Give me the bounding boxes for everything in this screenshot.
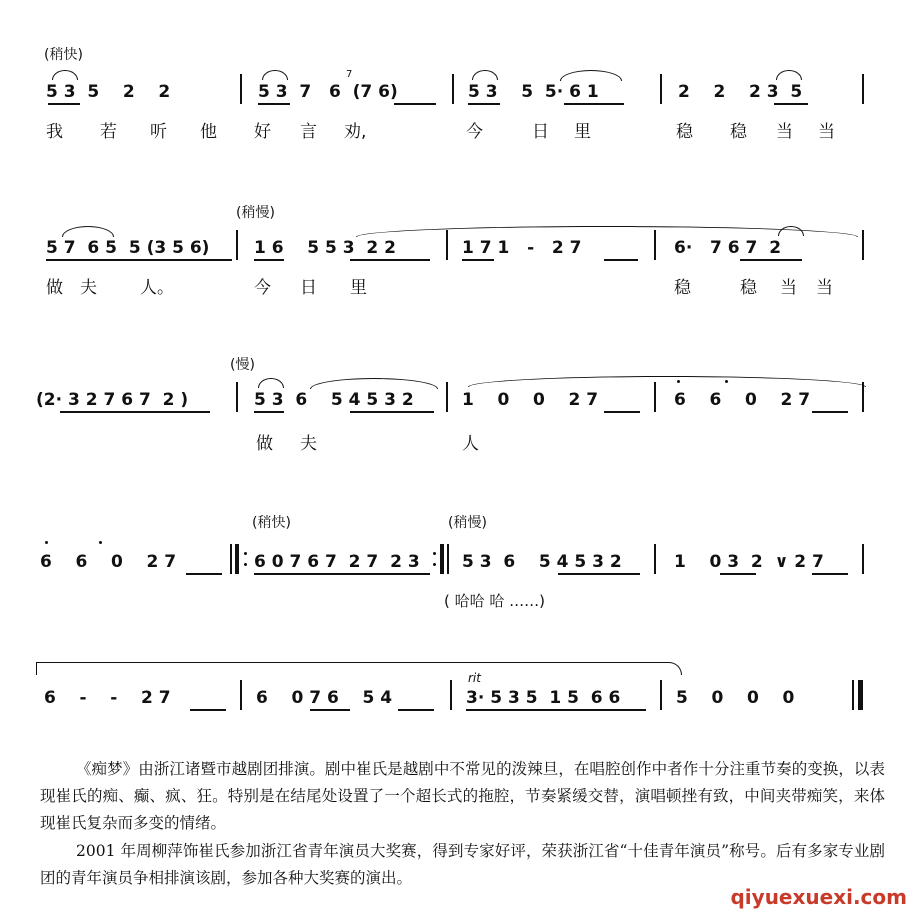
- lyric: 稳: [730, 122, 747, 142]
- grace-note: 7: [346, 69, 353, 80]
- laughter-lyric: ( 哈哈 哈 ……): [444, 592, 546, 610]
- lyric: 稳: [674, 278, 691, 298]
- measure-2-row5: 6 0 7 6 5 4: [256, 688, 393, 708]
- measure-1-row1: 5 3 5 2 2: [46, 82, 171, 102]
- measure-4-row3: 6 6 0 2 7: [674, 390, 811, 410]
- lyric: 当: [780, 278, 797, 298]
- tempo-mark-row2: (稍慢): [236, 205, 275, 221]
- lyric: 若: [100, 122, 117, 142]
- barline: [862, 230, 864, 260]
- lyric: 做: [256, 434, 273, 454]
- underline-beam: [254, 573, 430, 575]
- underline-beam: [60, 411, 210, 413]
- underline-beam: [812, 411, 848, 413]
- measure-4-row4: 1 0 3 2 ∨ 2 7: [674, 552, 824, 572]
- slur: [776, 70, 802, 80]
- barline: [654, 382, 656, 412]
- lyric: 夫: [80, 278, 97, 298]
- barline: [862, 544, 864, 574]
- slur: [62, 226, 114, 237]
- accent-dot: [45, 541, 48, 544]
- measure-4-row5: 5 0 0 0: [676, 688, 795, 708]
- underline-beam: [258, 103, 290, 105]
- lyric: 里: [574, 122, 591, 142]
- description-paragraph-2: 2001 年周柳萍饰崔氏参加浙江省青年演员大奖赛，得到专家好评，荣获浙江省“十佳青年演员”称号。后有多家专业剧团的青年演员争相排演该剧，参加各种大奖赛的演出。: [40, 842, 885, 887]
- barline: [654, 544, 656, 574]
- measure-2-row3: 5 3 6 5 4 5 3 2: [254, 390, 414, 410]
- barline: [450, 680, 452, 710]
- measure-3-row4: 5 3 6 5 4 5 3 2: [462, 552, 622, 572]
- lyric: 稳: [740, 278, 757, 298]
- tempo-mark-row1: (稍快): [44, 47, 83, 63]
- underline-beam: [186, 573, 222, 575]
- lyric: 今: [466, 122, 483, 142]
- long-slur: [468, 376, 866, 387]
- barline: [240, 680, 242, 710]
- lyric: 稳: [676, 122, 693, 142]
- lyric: 我: [46, 122, 63, 142]
- slur: [258, 378, 284, 388]
- lyric: 当: [816, 278, 833, 298]
- measure-2-row1: 5 3 7 6 (7 6): [258, 82, 398, 102]
- measure-3-row3: 1 0 0 2 7: [462, 390, 599, 410]
- slur: [310, 378, 438, 389]
- final-bar-thick: [858, 680, 863, 710]
- measure-1-row5: 6 - - 2 7: [44, 688, 171, 708]
- measure-1-row4: 6 6 0 2 7: [40, 552, 177, 572]
- accent-dot: [725, 380, 728, 383]
- watermark-logo: qiyuexuexi.com: [730, 885, 907, 909]
- lyric: 今: [254, 278, 271, 298]
- measure-4-row1: 2 2 2 3 5: [678, 82, 803, 102]
- barline: [660, 74, 662, 104]
- barline: [452, 74, 454, 104]
- underline-beam: [254, 259, 284, 261]
- lyric: 言: [300, 122, 317, 142]
- lyric: 日: [300, 278, 317, 298]
- tempo-mark-row3: (慢): [230, 357, 255, 373]
- accent-dot: [677, 380, 680, 383]
- final-bar-thin: [852, 680, 854, 710]
- underline-beam: [190, 709, 226, 711]
- barline: [236, 382, 238, 412]
- slur: [262, 70, 288, 80]
- measure-3-row1: 5 3 5 5· 6 1: [468, 82, 599, 102]
- accent-dot: [99, 541, 102, 544]
- lyric: 听: [150, 122, 167, 142]
- lyric: 当: [818, 122, 835, 142]
- underline-beam: [812, 573, 848, 575]
- long-slur: [36, 662, 682, 675]
- underline-beam: [254, 411, 284, 413]
- repeat-end-bar: [447, 544, 449, 574]
- underline-beam: [720, 573, 756, 575]
- lyric: 做: [46, 278, 63, 298]
- underline-beam: [604, 411, 640, 413]
- description-paragraph-1: 《痴梦》由浙江诸暨市越剧团排演。剧中崔氏是越剧中不常见的泼辣旦，在唱腔创作中者作十分注重节奏的变换，以表现崔氏的痴、癫、疯、狂。特别是在结尾处设置了一个超长式的拖腔，节奏紧缓交替，演唱顿挫有致，中间夹带痴笑，来体现崔氏复杂而多变的情绪。: [40, 760, 885, 832]
- underline-beam: [558, 573, 640, 575]
- slur: [560, 70, 622, 81]
- slur: [472, 70, 498, 80]
- slur: [52, 70, 78, 80]
- tempo-mark-row4b: (稍慢): [448, 515, 487, 531]
- rit-mark: rit: [468, 671, 481, 685]
- lyric: 劝,: [344, 122, 367, 142]
- barline: [446, 230, 448, 260]
- measure-2-row2: 1 6 5 5 3 2 2: [254, 238, 396, 258]
- underline-beam: [398, 709, 434, 711]
- underline-beam: [564, 103, 624, 105]
- underline-beam: [462, 259, 494, 261]
- underline-beam: [48, 103, 80, 105]
- measure-3-row2: 1 7 1 - 2 7: [462, 238, 582, 258]
- barline: [236, 230, 238, 260]
- lyric: 里: [350, 278, 367, 298]
- underline-beam: [774, 103, 808, 105]
- underline-beam: [604, 259, 638, 261]
- measure-2-row4: 6 0 7 6 7 2 7 2 3: [254, 552, 420, 572]
- lyric: 他: [200, 122, 217, 142]
- repeat-dot: [244, 552, 247, 555]
- underline-beam: [46, 259, 232, 261]
- repeat-end-bar-thick: [440, 544, 444, 574]
- lyric: 人。: [140, 278, 174, 298]
- underline-beam: [468, 103, 500, 105]
- repeat-start-bar: [230, 544, 232, 574]
- repeat-dot: [433, 552, 436, 555]
- underline-beam: [394, 103, 436, 105]
- underline-beam: [350, 259, 430, 261]
- barline: [654, 230, 656, 260]
- tempo-mark-row4a: (稍快): [252, 515, 291, 531]
- underline-beam: [466, 709, 646, 711]
- underline-beam: [350, 411, 434, 413]
- barline: [862, 382, 864, 412]
- barline: [240, 74, 242, 104]
- underline-beam: [310, 709, 350, 711]
- repeat-dot: [244, 563, 247, 566]
- barline: [862, 74, 864, 104]
- repeat-start-bar-thick: [235, 544, 239, 574]
- underline-beam: [740, 259, 802, 261]
- lyric: 好: [254, 122, 271, 142]
- repeat-dot: [433, 563, 436, 566]
- measure-1-row3: (2· 3 2 7 6 7 2 ): [36, 390, 189, 410]
- lyric: 当: [776, 122, 793, 142]
- lyric: 日: [532, 122, 549, 142]
- measure-3-row5: 3· 5 3 5 1 5 6 6: [466, 688, 621, 708]
- measure-1-row2: 5 7 6 5 5 (3 5 6): [46, 238, 210, 258]
- lyric: 夫: [300, 434, 317, 454]
- measure-4-row2: 6· 7 6 7 2: [674, 238, 782, 258]
- slur: [778, 226, 804, 236]
- barline: [660, 680, 662, 710]
- lyric: 人: [462, 434, 479, 454]
- barline: [446, 382, 448, 412]
